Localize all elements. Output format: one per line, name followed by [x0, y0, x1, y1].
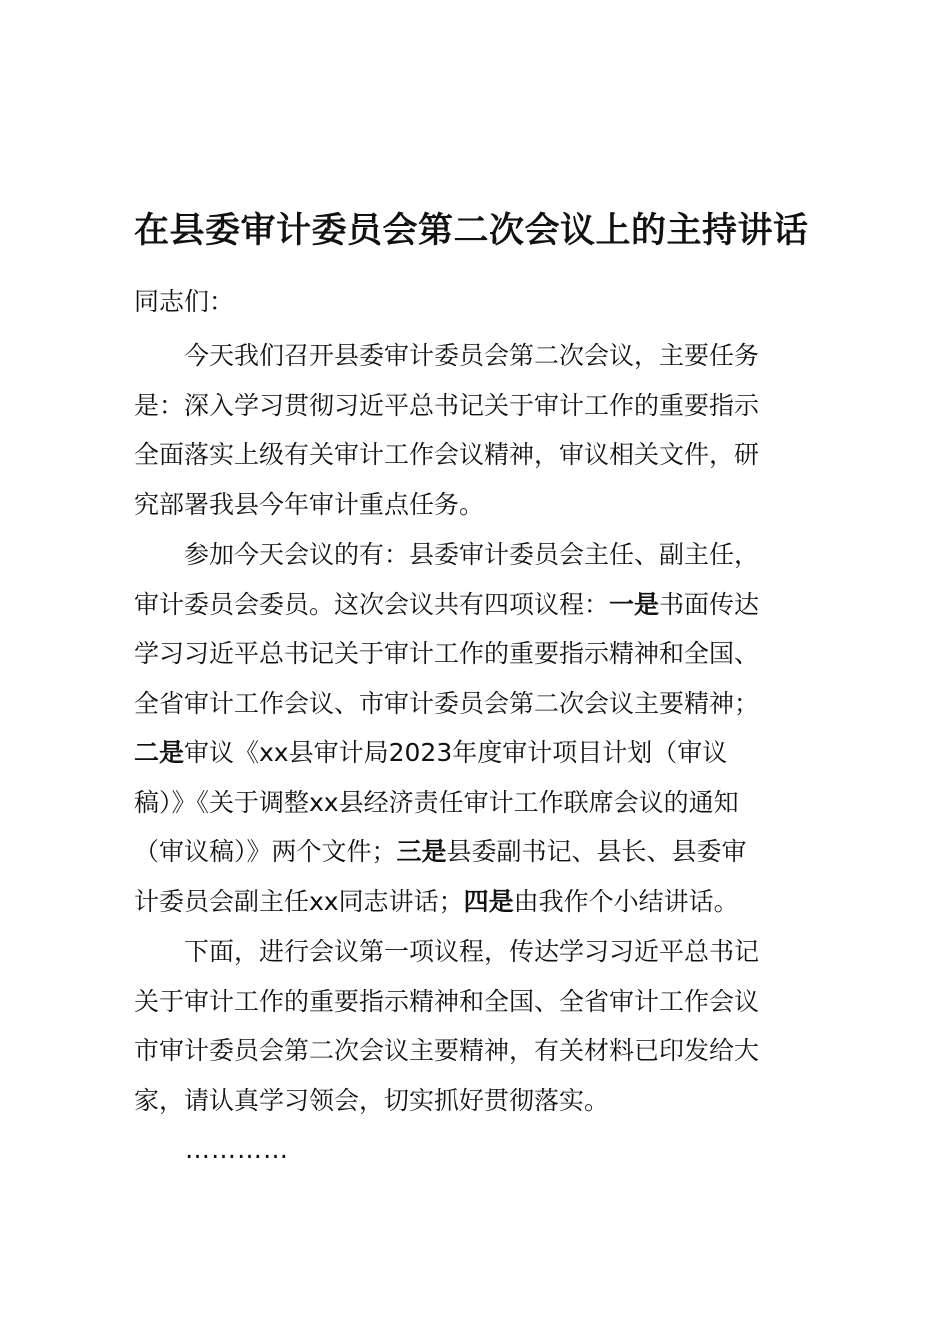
paragraph-line: 市审计委员会第二次会议主要精神，有关材料已印发给大	[134, 1036, 760, 1065]
paragraph-line	[134, 877, 844, 927]
paragraph-line: 关于审计工作的重要指示精神和全国、全省审计工作会议	[134, 986, 760, 1016]
paragraph-line: 究部署我县今年审计重点任务。	[134, 489, 485, 519]
salutation: 同志们：	[134, 287, 235, 316]
paragraph-line: 今天我们召开县委审计委员会第二次会议，主要任务	[184, 341, 760, 370]
paragraph-first-item	[134, 927, 844, 1125]
paragraph-line: 是：深入学习贯彻习近平总书记关于审计工作的重要指示	[134, 390, 760, 420]
text-run: 审计委员会委员。这次会议共有四项议程：	[134, 589, 610, 619]
text-run: 稿）》《关于调整xx县经济责任审计工作联席会议的通知	[134, 787, 739, 817]
document-title: 在县委审计委员会第二次会议上的主持讲话	[134, 211, 809, 251]
paragraph-line: 家，请认真学习领会，切实抓好贯彻落实。	[134, 1085, 610, 1115]
ellipsis: …………	[185, 1135, 289, 1164]
text-run: 由我作个小结讲话。	[513, 886, 739, 916]
paragraph-line	[134, 728, 844, 778]
paragraph-opening	[134, 331, 844, 529]
paragraph-line	[134, 580, 844, 630]
paragraph-line: 全面落实上级有关审计工作会议精神，审议相关文件，研	[134, 440, 760, 469]
paragraph-line	[134, 530, 844, 580]
agenda-item-marker: 四是	[463, 886, 514, 916]
paragraph-line	[134, 827, 844, 877]
text-run: 计委员会副主任xx同志讲话；	[134, 886, 464, 916]
text-run: 参加今天会议的有：县委审计委员会主任、副主任，	[184, 540, 760, 569]
text-run: 县委副书记、县长、县委审	[446, 837, 747, 866]
paragraph-line	[134, 679, 844, 729]
agenda-item-marker: 三是	[396, 837, 447, 866]
text-run: 审议《xx县审计局2023年度审计项目计划（审议	[184, 738, 728, 767]
paragraph-line	[134, 629, 844, 679]
agenda-item-marker: 二是	[134, 738, 185, 767]
text-run: 学习习近平总书记关于审计工作的重要指示精神和全国、	[134, 639, 760, 668]
paragraph-line	[134, 778, 844, 828]
text-run: 全省审计工作会议、市审计委员会第二次会议主要精神；	[134, 688, 760, 718]
paragraph-line: 下面，进行会议第一项议程，传达学习习近平总书记	[184, 937, 760, 966]
text-run: （审议稿）》两个文件；	[134, 837, 397, 866]
paragraph-agenda	[134, 530, 844, 926]
agenda-item-marker: 一是	[609, 589, 660, 619]
text-run: 书面传达	[659, 589, 760, 619]
